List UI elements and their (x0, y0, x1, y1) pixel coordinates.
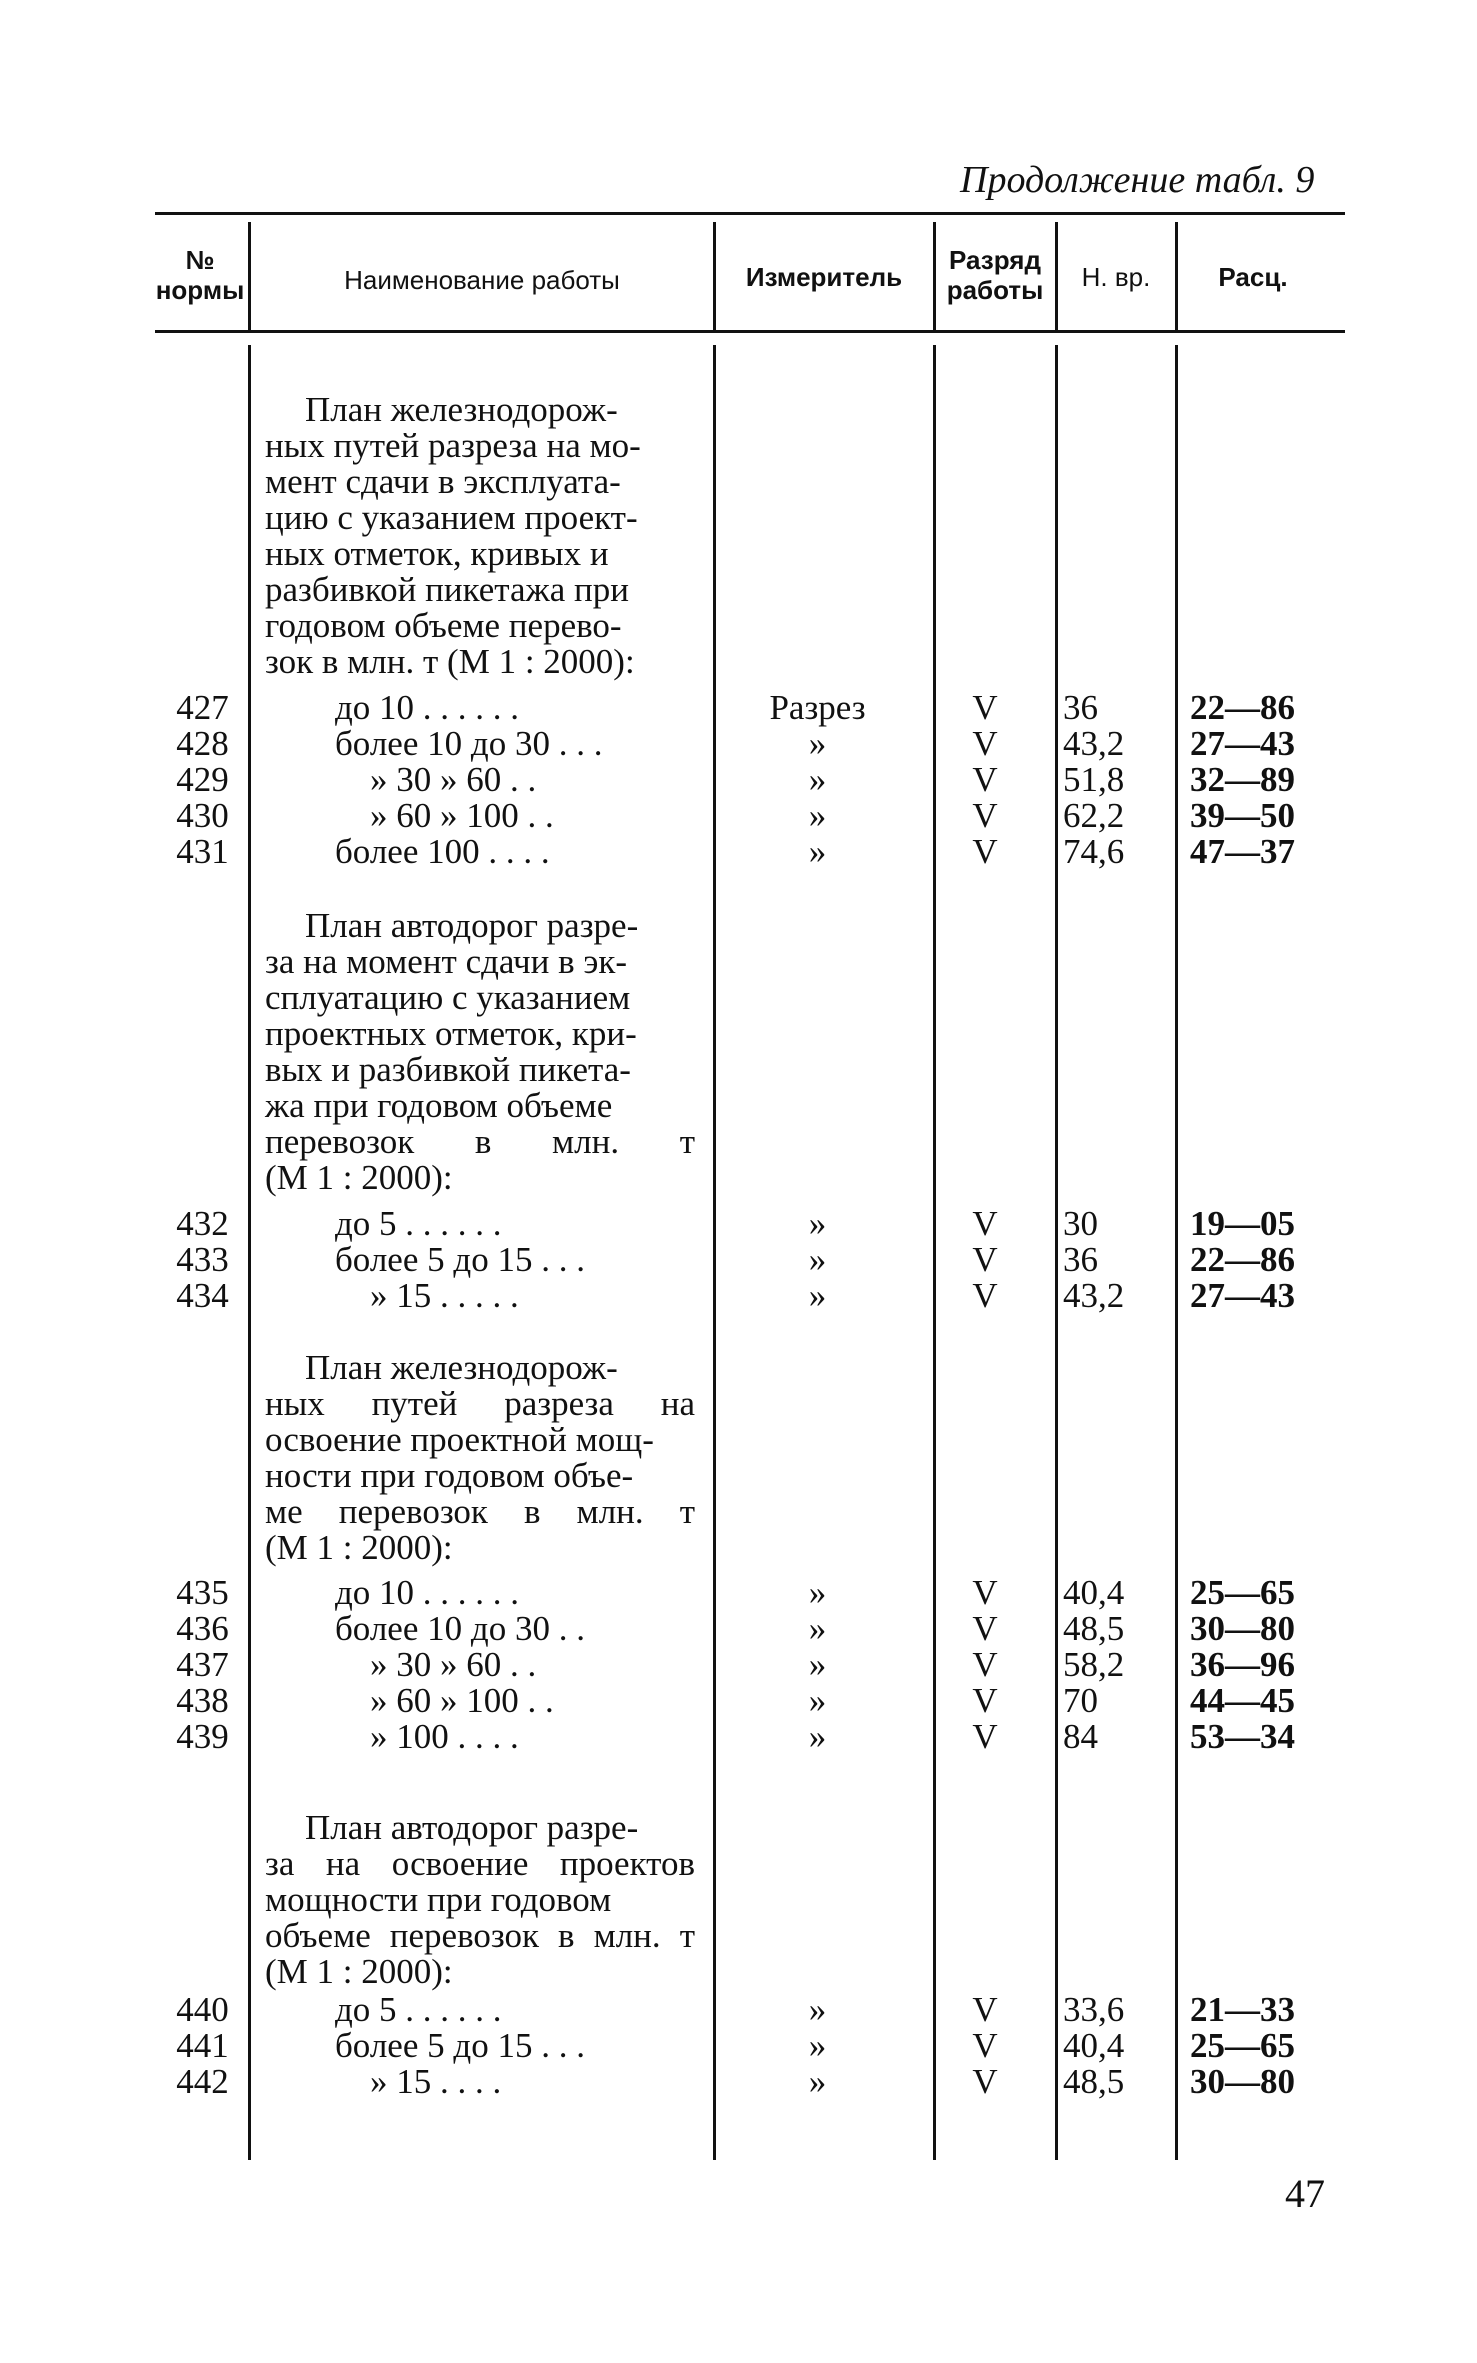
group-4-description (265, 1810, 695, 1990)
body-divider-2 (713, 345, 716, 2160)
desc-line: ных путей разреза на мо- (265, 426, 641, 465)
header-norm-number-line1: № (185, 245, 215, 275)
measure: » (808, 1240, 827, 1279)
table-top-rule (155, 212, 1345, 215)
header-measure (716, 262, 932, 292)
grade: V (972, 832, 998, 871)
time-norm: 48,5 (1063, 2062, 1125, 2101)
rate: 27—43 (1190, 724, 1295, 763)
rate: 22—86 (1190, 1240, 1295, 1279)
measure: » (808, 1681, 827, 1720)
desc-line: освоение проектной мощ- (265, 1420, 654, 1459)
header-rate (1178, 262, 1328, 292)
body-divider-4 (1055, 345, 1058, 2160)
desc-line: зок в млн. т (М 1 : 2000): (265, 642, 635, 681)
measure: » (808, 796, 827, 835)
measure: » (808, 832, 827, 871)
work-name: более 10 до 30 . . (335, 1609, 585, 1648)
header-norm-number (150, 245, 250, 305)
rate: 25—65 (1190, 2026, 1295, 2065)
body-divider-5 (1175, 345, 1178, 2160)
measure: » (808, 1204, 827, 1243)
measure: » (808, 1645, 827, 1684)
measure: » (808, 2062, 827, 2101)
grade: V (972, 1276, 998, 1315)
header-bottom-rule (155, 330, 1345, 333)
norm-number: 439 (176, 1717, 229, 1756)
desc-line: (М 1 : 2000): (265, 1952, 453, 1991)
grade: V (972, 1645, 998, 1684)
norm-number: 437 (176, 1645, 229, 1684)
desc-line: (М 1 : 2000): (265, 1528, 453, 1567)
measure: » (808, 1717, 827, 1756)
header-norm-number-line2: нормы (155, 275, 245, 305)
norm-number: 435 (176, 1573, 229, 1612)
rate: 36—96 (1190, 1645, 1295, 1684)
time-norm: 33,6 (1063, 1990, 1125, 2029)
measure: » (808, 724, 827, 763)
norm-number: 430 (176, 796, 229, 835)
body-divider-1 (248, 345, 251, 2160)
measure: » (808, 760, 827, 799)
rate: 22—86 (1190, 688, 1295, 727)
grade: V (972, 2062, 998, 2101)
norm-number: 441 (176, 2026, 229, 2065)
time-norm: 40,4 (1063, 2026, 1125, 2065)
work-name: более 10 до 30 . . . (335, 724, 603, 763)
rate: 44—45 (1190, 1681, 1295, 1720)
work-name: » 30 » 60 . . (370, 1645, 537, 1684)
desc-line: ме перевозок в млн. т (265, 1492, 695, 1531)
desc-line: ности при годовом объе- (265, 1456, 634, 1495)
work-name: до 10 . . . . . . (335, 1573, 520, 1612)
grade: V (972, 1204, 998, 1243)
time-norm: 62,2 (1063, 796, 1125, 835)
work-name: более 5 до 15 . . . (335, 1240, 585, 1279)
norm-number: 436 (176, 1609, 229, 1648)
desc-line: годовом объеме перево- (265, 606, 622, 645)
group-1-description (265, 392, 695, 680)
norm-number: 434 (176, 1276, 229, 1315)
work-name: » 15 . . . . . (370, 1276, 519, 1315)
measure: » (808, 1276, 827, 1315)
desc-line: План железнодорож- (305, 390, 618, 429)
measure: » (808, 1990, 827, 2029)
continuation-title: Продолжение табл. 9 (960, 159, 1315, 201)
time-norm: 43,2 (1063, 724, 1125, 763)
norm-number: 428 (176, 724, 229, 763)
desc-line: проектных отметок, кри- (265, 1014, 637, 1053)
time-norm: 36 (1063, 688, 1098, 727)
norm-number: 433 (176, 1240, 229, 1279)
norm-number: 432 (176, 1204, 229, 1243)
header-work-name: Наименование работы (344, 265, 620, 295)
work-name: » 60 » 100 . . (370, 1681, 554, 1720)
grade: V (972, 724, 998, 763)
rate: 30—80 (1190, 2062, 1295, 2101)
rate: 32—89 (1190, 760, 1295, 799)
measure: » (808, 2026, 827, 2065)
work-name: более 100 . . . . (335, 832, 550, 871)
norm-number: 440 (176, 1990, 229, 2029)
norm-number: 442 (176, 2062, 229, 2101)
time-norm: 84 (1063, 1717, 1098, 1756)
time-norm: 48,5 (1063, 1609, 1125, 1648)
grade: V (972, 1990, 998, 2029)
norm-number: 429 (176, 760, 229, 799)
rate: 53—34 (1190, 1717, 1295, 1756)
desc-line: (М 1 : 2000): (265, 1158, 453, 1197)
desc-line: План автодорог разре- (305, 1808, 639, 1847)
header-grade-line2: работы (946, 275, 1044, 305)
grade: V (972, 1573, 998, 1612)
grade: V (972, 2026, 998, 2065)
norm-number: 431 (176, 832, 229, 871)
desc-line: ных отметок, кривых и (265, 534, 609, 573)
measure: » (808, 1573, 827, 1612)
work-name: до 10 . . . . . . (335, 688, 520, 727)
work-name: до 5 . . . . . . (335, 1204, 502, 1243)
time-norm: 74,6 (1063, 832, 1125, 871)
work-name: » 60 » 100 . . (370, 796, 554, 835)
time-norm: 43,2 (1063, 1276, 1125, 1315)
rate: 30—80 (1190, 1609, 1295, 1648)
time-norm: 58,2 (1063, 1645, 1125, 1684)
grade: V (972, 1681, 998, 1720)
header-rate-label: Расц. (1218, 262, 1288, 292)
time-norm: 40,4 (1063, 1573, 1125, 1612)
measure: Разрез (769, 688, 866, 727)
grade: V (972, 688, 998, 727)
group-3-description (265, 1350, 695, 1566)
desc-line: перевозок в млн. т (265, 1122, 695, 1161)
rate: 19—05 (1190, 1204, 1295, 1243)
norm-number: 438 (176, 1681, 229, 1720)
desc-line: мент сдачи в эксплуата- (265, 462, 621, 501)
work-name: » 100 . . . . (370, 1717, 519, 1756)
grade: V (972, 1717, 998, 1756)
rate: 27—43 (1190, 1276, 1295, 1315)
time-norm: 51,8 (1063, 760, 1125, 799)
work-name: более 5 до 15 . . . (335, 2026, 585, 2065)
rate: 47—37 (1190, 832, 1295, 871)
page-number: 47 (1285, 2171, 1325, 2216)
rate: 25—65 (1190, 1573, 1295, 1612)
desc-line: вых и разбивкой пикета- (265, 1050, 631, 1089)
desc-line: за на освоение проектов (265, 1844, 695, 1883)
desc-line: жа при годовом объеме (265, 1086, 613, 1125)
desc-line: План автодорог разре- (305, 906, 639, 945)
header-grade (936, 245, 1054, 305)
desc-line: цию с указанием проект- (265, 498, 638, 537)
desc-line: мощности при годовом (265, 1880, 612, 1919)
group-2-description (265, 908, 695, 1196)
time-norm: 70 (1063, 1681, 1098, 1720)
desc-line: сплуатацию с указанием (265, 978, 631, 1017)
work-name: » 15 . . . . (370, 2062, 502, 2101)
rate: 21—33 (1190, 1990, 1295, 2029)
grade: V (972, 1609, 998, 1648)
desc-line: за на момент сдачи в эк- (265, 942, 628, 981)
desc-line: ных путей разреза на (265, 1384, 695, 1423)
rate: 39—50 (1190, 796, 1295, 835)
desc-line: разбивкой пикетажа при (265, 570, 629, 609)
grade: V (972, 1240, 998, 1279)
time-norm: 36 (1063, 1240, 1098, 1279)
desc-line: План железнодорож- (305, 1348, 618, 1387)
work-name: до 5 . . . . . . (335, 1990, 502, 2029)
measure: » (808, 1609, 827, 1648)
header-measure-label: Измеритель (745, 262, 903, 292)
grade: V (972, 760, 998, 799)
work-name: » 30 » 60 . . (370, 760, 537, 799)
header-time-norm: Н. вр. (1081, 262, 1151, 292)
time-norm: 30 (1063, 1204, 1098, 1243)
grade: V (972, 796, 998, 835)
header-grade-line1: Разряд (949, 245, 1041, 275)
desc-line: объеме перевозок в млн. т (265, 1916, 695, 1955)
norm-number: 427 (176, 688, 229, 727)
